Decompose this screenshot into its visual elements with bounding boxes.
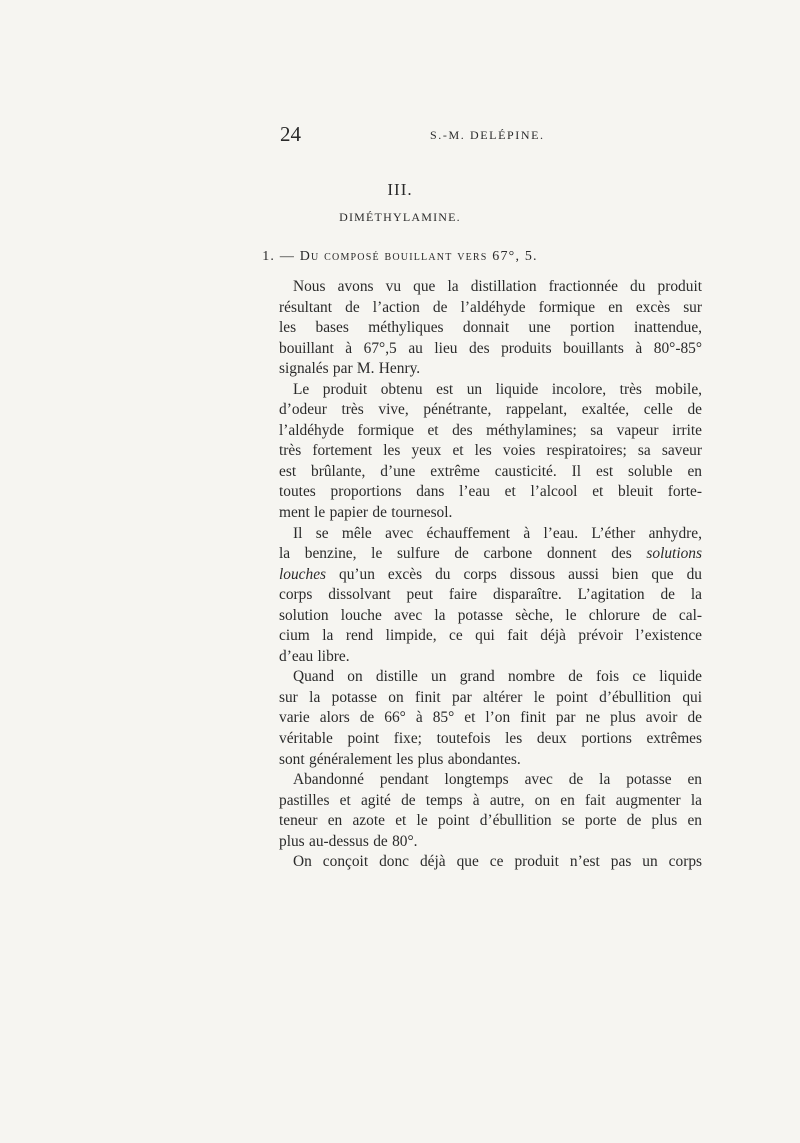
line-text: pastilles et agité de temps à autre, on en fait augmenter la: [279, 791, 702, 809]
text-line: [279, 647, 702, 668]
line-text: Quand on distille un grand nombre de fois ce liquide: [293, 668, 702, 686]
text-line: [279, 421, 702, 442]
text-line: [279, 667, 702, 688]
text-line: [279, 503, 702, 524]
text-line: [279, 791, 702, 812]
text-line: [279, 318, 702, 339]
line-text: cium la rend limpide, ce qui fait déjà prévoir l’existence: [279, 627, 702, 645]
text-line: [279, 708, 702, 729]
line-text: plus au-dessus de 80°.: [279, 832, 418, 850]
text-line: [279, 277, 702, 298]
page-number: 24: [280, 122, 301, 146]
line-text: d’odeur très vive, pénétrante, rappelant, exaltée, celle de: [279, 401, 702, 419]
text-line: [279, 852, 702, 873]
text-line: [279, 688, 702, 709]
running-head: S.-M. DELÉPINE.: [430, 128, 545, 142]
text-line: [279, 585, 702, 606]
text-line: [279, 770, 702, 791]
line-text: solution louche avec la potasse sèche, le chlorure de cal-: [279, 606, 702, 624]
line-text: bouillant à 67°,5 au lieu des produits bouillants à 80°-85°: [279, 339, 702, 357]
text-line: [279, 400, 702, 421]
text-line: [279, 626, 702, 647]
text-line: [279, 811, 702, 832]
line-text: varie alors de 66° à 85° et l’on finit par ne plus avoir de: [279, 709, 702, 727]
line-text: sur la potasse on finit par altérer le point d’ébullition qui: [279, 688, 702, 706]
line-text: les bases méthyliques donnait une portion inattendue,: [279, 319, 702, 337]
text-line: [279, 565, 702, 586]
line-text: est brûlante, d’une extrême causticité. Il est soluble en: [279, 462, 702, 480]
line-text: d’eau libre.: [279, 647, 350, 665]
text-line: [279, 462, 702, 483]
line-text: Le produit obtenu est un liquide incolore, très mobile,: [293, 380, 702, 398]
line-text: véritable point fixe; toutefois les deux portions extrêmes: [279, 730, 702, 748]
text-line: [279, 524, 702, 545]
line-text: corps dissolvant peut faire disparaître. L’agitation de la: [279, 586, 702, 604]
text-line: [279, 359, 702, 380]
body-text: [279, 277, 702, 873]
text-line: [279, 380, 702, 401]
text-line: [279, 298, 702, 319]
text-line: [279, 729, 702, 750]
italic-text: louches: [279, 565, 327, 583]
line-text: la benzine, le sulfure de carbone donnent des: [279, 545, 647, 563]
line-text: Il se mêle avec échauffement à l’eau. L’éther anhydre,: [293, 524, 702, 542]
section-number: III.: [387, 180, 413, 199]
line-text: très fortement les yeux et les voies respiratoires; sa saveur: [279, 442, 702, 460]
text-line: [279, 832, 702, 853]
line-text: ment le papier de tournesol.: [279, 504, 453, 522]
italic-text: solutions: [646, 545, 702, 563]
line-text: On conçoit donc déjà que ce produit n’est pas un corps: [293, 853, 702, 871]
line-text: toutes proportions dans l’eau et l’alcool et bleuit forte-: [279, 483, 702, 501]
line-text: résultant de l’action de l’aldéhyde formique en excès sur: [279, 298, 702, 316]
text-line: [279, 750, 702, 771]
line-text: teneur en azote et le point d’ébullition se porte de plus en: [279, 812, 702, 830]
line-text: Abandonné pendant longtemps avec de la potasse en: [293, 771, 702, 789]
line-text: Nous avons vu que la distillation fractionnée du produit: [293, 278, 702, 295]
line-text: l’aldéhyde formique et des méthylamines; sa vapeur irrite: [279, 421, 702, 439]
text-line: [279, 606, 702, 627]
line-text: qu’un excès du corps dissous aussi bien que du: [326, 565, 702, 583]
text-line: [279, 339, 702, 360]
subsection-title-text: 1. — Du composé bouillant vers 67°, 5.: [262, 249, 538, 264]
text-line: [279, 441, 702, 462]
line-text: signalés par M. Henry.: [279, 360, 421, 378]
text-line: [279, 544, 702, 565]
line-text: sont généralement les plus abondantes.: [279, 750, 521, 768]
section-title: DIMÉTHYLAMINE.: [339, 210, 461, 224]
page-header: [280, 122, 700, 146]
text-line: [279, 482, 702, 503]
subsection-title: [0, 249, 800, 265]
